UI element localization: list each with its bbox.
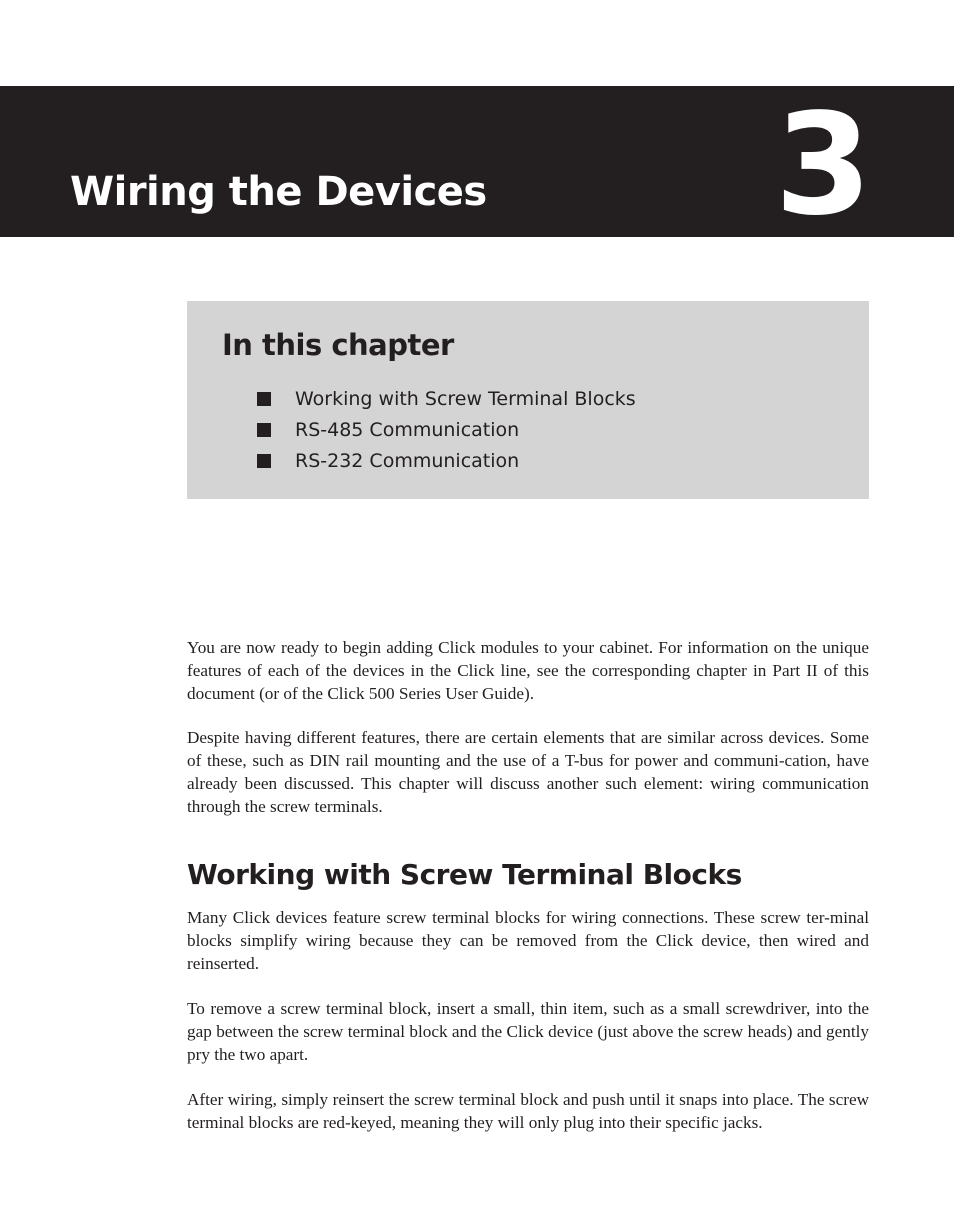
section-paragraph: To remove a screw terminal block, insert a small, thin item, such as a small screwdriver, into the gap between the screw terminal block and the Click device (just above the screw heads) and gently pry the two apart. [187,999,869,1064]
list-item-label: RS-485 Communication [295,418,520,441]
list-item[interactable] [257,445,636,476]
section-paragraph: Many Click devices feature screw terminal blocks for wiring connections. These screw ter-minal blocks simplify wiring because they can be removed from the Click device, then wired and reinserted. [187,908,869,973]
section-paragraph: After wiring, simply reinsert the screw terminal block and push until it snaps into place. The screw terminal blocks are red-keyed, meaning they will only plug into their specific jacks. [187,1090,869,1132]
intro-paragraph: You are now ready to begin adding Click modules to your cabinet. For information on the unique features of each of the devices in the Click line, see the corresponding chapter in Part II of this document (or of the Click 500 Series User Guide). [187,638,869,703]
list-item-label: RS-232 Communication [295,449,520,472]
chapter-title: Wiring the Devices [70,169,487,215]
square-bullet-icon [257,454,271,468]
in-this-chapter-box [187,301,869,499]
list-item-label: Working with Screw Terminal Blocks [295,387,636,410]
list-item[interactable] [257,383,636,414]
square-bullet-icon [257,423,271,437]
square-bullet-icon [257,392,271,406]
chapter-contents-list [257,383,636,476]
chapter-number: 3 [774,84,872,247]
intro-paragraph: Despite having different features, there are certain elements that are similar across devices. Some of these, such as DIN rail mounting and the use of a T-bus for power and communi-cation, have already been discussed. This chapter will discuss another such element: wiring communication through the screw terminals. [187,728,869,816]
list-item[interactable] [257,414,636,445]
in-this-chapter-heading: In this chapter [222,328,454,362]
section-heading: Working with Screw Terminal Blocks [187,858,742,891]
